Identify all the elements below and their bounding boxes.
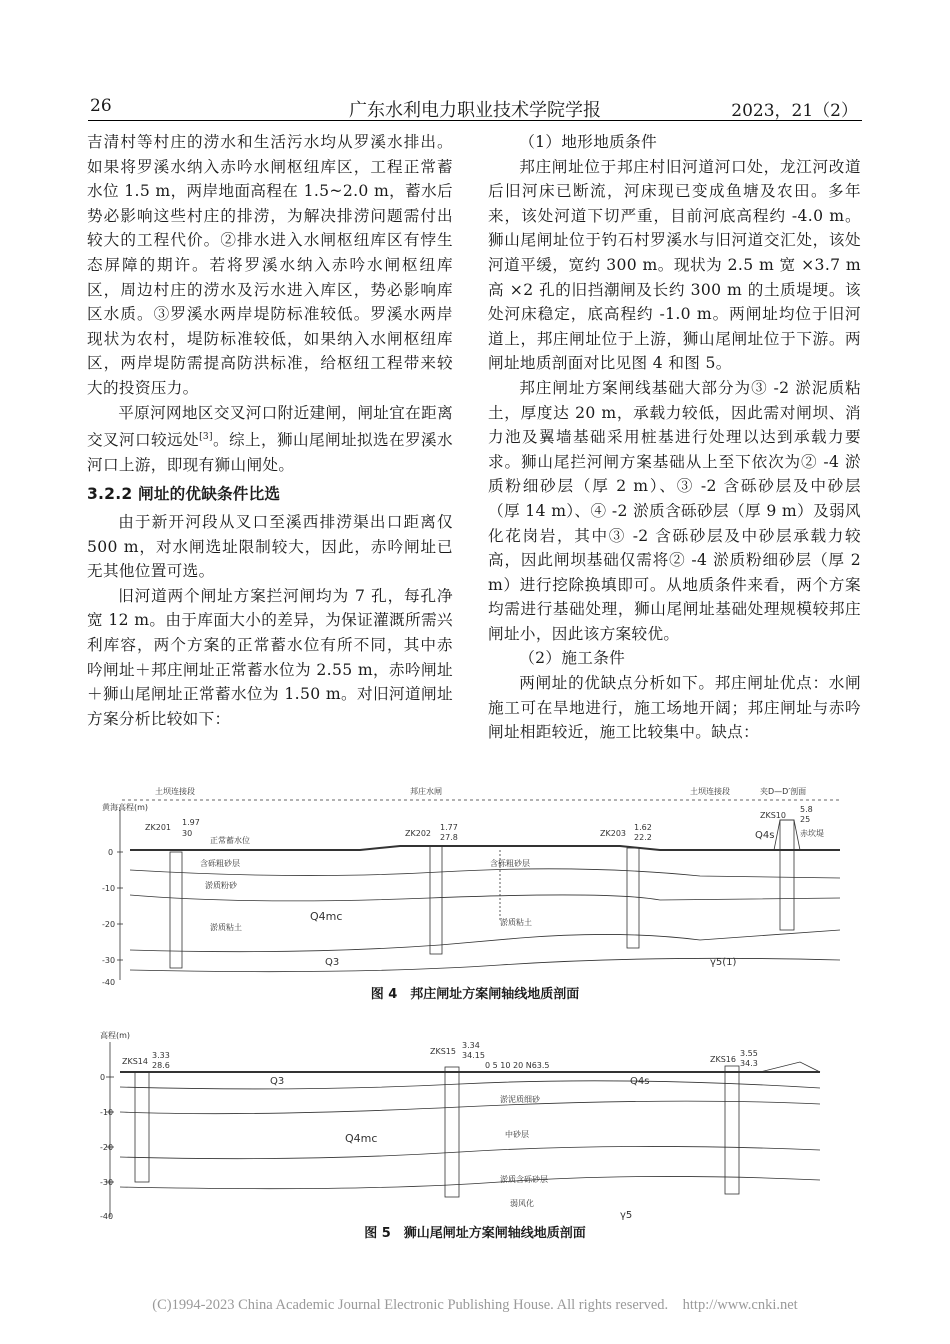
header-rule: [88, 120, 862, 121]
left-paragraph-2: [87, 401, 453, 478]
tick-label: -10: [100, 1108, 114, 1117]
water-level-label: 正常蓄水位: [210, 836, 250, 845]
figure-5-drawing: [100, 1022, 860, 1222]
layer-label: 淤质粉砂: [205, 881, 237, 890]
axis-title: 高程(m): [100, 1031, 131, 1040]
scale-label: 0 5 10 20 N63.5: [485, 1061, 550, 1070]
stratum-symbol: Q4mc: [310, 910, 343, 923]
tick-label: -30: [102, 956, 116, 965]
borehole-bottom: 22.2: [634, 833, 652, 842]
figure-5-geologic-section: [100, 1022, 860, 1242]
left-paragraph-3: 由于新开河段从叉口至溪西排涝渠出口距离仅 500 m，对水闸选址限制较大，因此，赤吟闸址已无其他位置可选。: [87, 513, 453, 581]
layer-label: 淤泥质细砂: [500, 1095, 540, 1104]
citation-ref[interactable]: [3]: [199, 432, 213, 443]
stratum-symbol: Q3: [270, 1076, 285, 1087]
paragraph-text: 平原河网地区交叉河口附近建闸，闸址宜在距离交叉河口较远处: [87, 403, 454, 450]
tick-label: -10: [102, 884, 116, 893]
volume-issue: 2023，21（2）: [731, 101, 858, 121]
label-earth-dam-right: 土坝连接段: [690, 787, 730, 796]
borehole-top: 1.62: [634, 823, 652, 832]
layer-label: 中砂层: [505, 1130, 529, 1139]
stratum-symbol: Q4mc: [345, 1132, 378, 1145]
layer-label: 含砾粗砂层: [200, 859, 240, 868]
right-paragraph-1: 邦庄闸址位于邦庄村旧河道河口处，龙江河改道后旧河床已断流，河床现已变成鱼塘及农田。多年来，该处河道下切严重，目前河底高程约 -4.0 m。狮山尾闸址位于钓石村罗溪水与旧河道交汇处，该处河道平缓，宽约 300 m。现状为 2.5 m 宽 ×3.7 m 高 ×2 孔的旧挡潮闸及长约 300 m 的土质堤埂。该处河床稳定，底高程约 -1.0 m。两闸址均位于旧河道上，邦庄闸址位于上游，狮山尾闸址位于下游。两闸址地质剖面对比见图 4 和图 5。: [488, 157, 861, 373]
subsection-heading-2: （2）施工条件: [519, 649, 626, 668]
layer-label: 淤质含砾砂层: [500, 1175, 548, 1184]
borehole-id: ZKS14: [122, 1057, 148, 1066]
layer-label: 淤质粘土: [500, 918, 532, 927]
borehole-id: ZK202: [405, 829, 431, 838]
tick-label: -20: [100, 1143, 114, 1152]
subsection-heading-1: （1）地形地质条件: [519, 133, 658, 151]
borehole-bottom: 25: [800, 815, 811, 824]
layer-label: 弱风化: [510, 1199, 534, 1208]
figure-5-caption: 图 5 狮山尾闸址方案闸轴线地质剖面: [364, 1226, 586, 1241]
borehole-id: ZKS10: [760, 811, 786, 820]
stratum-symbol: γ5(1): [710, 957, 737, 968]
tick-label: -30: [100, 1178, 114, 1187]
right-paragraph-3: 两闸址的优缺点分析如下。邦庄闸址优点：水闸施工可在旱地进行，施工场地开阔；邦庄闸址与赤吟闸址相距较近，施工比较集中。缺点：: [488, 674, 861, 742]
journal-title: 广东水利电力职业技术学院学报: [349, 100, 601, 121]
borehole-id: ZK203: [600, 829, 626, 838]
borehole-id: ZKS16: [710, 1055, 736, 1064]
stratum-symbol: γ5: [620, 1210, 633, 1221]
axis-title: 黄海高程(m): [102, 803, 149, 812]
layer-label: 含砾粗砂层: [490, 859, 530, 868]
borehole-bottom: 28.6: [152, 1061, 170, 1070]
page-number: 26: [90, 96, 112, 116]
left-paragraph-4: 旧河道两个闸址方案拦河闸均为 7 孔，每孔净宽 12 m。由于库面大小的差异，为保证灌溉所需兴利库容，两个方案的正常蓄水位有所不同，其中赤吟闸址＋邦庄闸址正常蓄水位为 2.55 m，赤吟闸址＋狮山尾闸址正常蓄水位为 1.50 m。对旧河道闸址方案分析比较如下：: [87, 586, 453, 728]
right-column: [488, 130, 861, 745]
stratum-symbol: Q3: [325, 957, 340, 968]
borehole-top: 1.97: [182, 818, 200, 827]
stratum-symbol: Q4s: [630, 1076, 650, 1087]
borehole-id: ZKS15: [430, 1047, 456, 1056]
borehole-bottom: 34.3: [740, 1059, 758, 1068]
tick-label: -20: [102, 920, 116, 929]
right-paragraph-2: 邦庄闸址方案闸线基础大部分为③ -2 淤泥质粘土，厚度达 20 m，承载力较低，因此需对闸坝、消力池及翼墙基础采用桩基进行处理以达到承载力要求。狮山尾拦河闸方案基础从上至下依次为② -4 淤质粉细砂层（厚 2 m）、③ -2 含砾砂层及中砂层（厚 14 m）、④ -2 淤质含砾砂层（厚 9 m）及弱风化花岗岩，其中③ -2 含砾砂层及中砂层承载力较高，因此闸坝基础仅需将② -4 淤质粉细砂层（厚 2 m）进行挖除换填即可。从地质条件来看，两个方案均需进行基础处理，狮山尾闸址基础处理规模较邦庄闸址小，因此该方案较优。: [488, 378, 861, 643]
label-section-ref: 夹D—D′剖面: [760, 787, 807, 796]
tick-label: -40: [100, 1212, 114, 1221]
left-paragraph-1: 吉清村等村庄的涝水和生活污水均从罗溪水排出。如果将罗溪水纳入赤吟水闸枢纽库区，工程正常蓄水位 1.5 m，两岸地面高程在 1.5~2.0 m，蓄水后势必影响这些村庄的排涝，为解决排涝问题需付出较大的工程代价。②排水进入水闸枢纽库区有悖生态屏障的期许。若将罗溪水纳入赤吟水闸枢纽库区，周边村庄的涝水及污水进入库区，势必影响库区水质。③罗溪水两岸堤防标准较低。罗溪水两岸现状为农村，堤防标准较低，如果纳入水闸枢纽库区，两岸堤防需提高防洪标准，给枢纽工程带来较大的投资压力。: [87, 133, 453, 397]
layer-label: 赤坎堤: [800, 829, 824, 838]
figure-4-caption: 图 4 邦庄闸址方案闸轴线地质剖面: [370, 987, 580, 1002]
borehole-top: 5.8: [800, 805, 813, 814]
borehole-top: 3.33: [152, 1051, 170, 1060]
borehole-bottom: 34.15: [462, 1051, 485, 1060]
tick-label: 0: [100, 1073, 106, 1082]
copyright-footer: (C)1994-2023 China Academic Journal Electronic Publishing House. All rights reserved. http://www.cnki.net: [152, 1297, 798, 1313]
borehole-top: 3.55: [740, 1049, 758, 1058]
label-earth-dam-left: 土坝连接段: [155, 787, 195, 796]
paragraph-text-tail: 。综上，狮山尾闸址拟选在罗溪水河口上游，即现有狮山闸处。: [87, 431, 453, 474]
figure-4-drawing: [100, 780, 860, 992]
figure-4-geologic-section: [100, 780, 860, 992]
layer-label: 淤质粘土: [210, 923, 242, 932]
stratum-symbol: Q4s: [755, 830, 775, 841]
borehole-top: 1.77: [440, 823, 458, 832]
tick-label: 0: [108, 848, 114, 857]
borehole-top: 3.34: [462, 1041, 480, 1050]
borehole-id: ZK201: [145, 823, 171, 832]
section-heading: 3.2.2 闸址的优缺条件比选: [87, 484, 281, 503]
left-column: [87, 130, 453, 731]
borehole-bottom: 27.8: [440, 833, 458, 842]
borehole-bottom: 30: [182, 829, 193, 838]
label-bangzhuang-sluice: 邦庄水闸: [410, 787, 442, 796]
tick-label: -40: [102, 978, 116, 987]
